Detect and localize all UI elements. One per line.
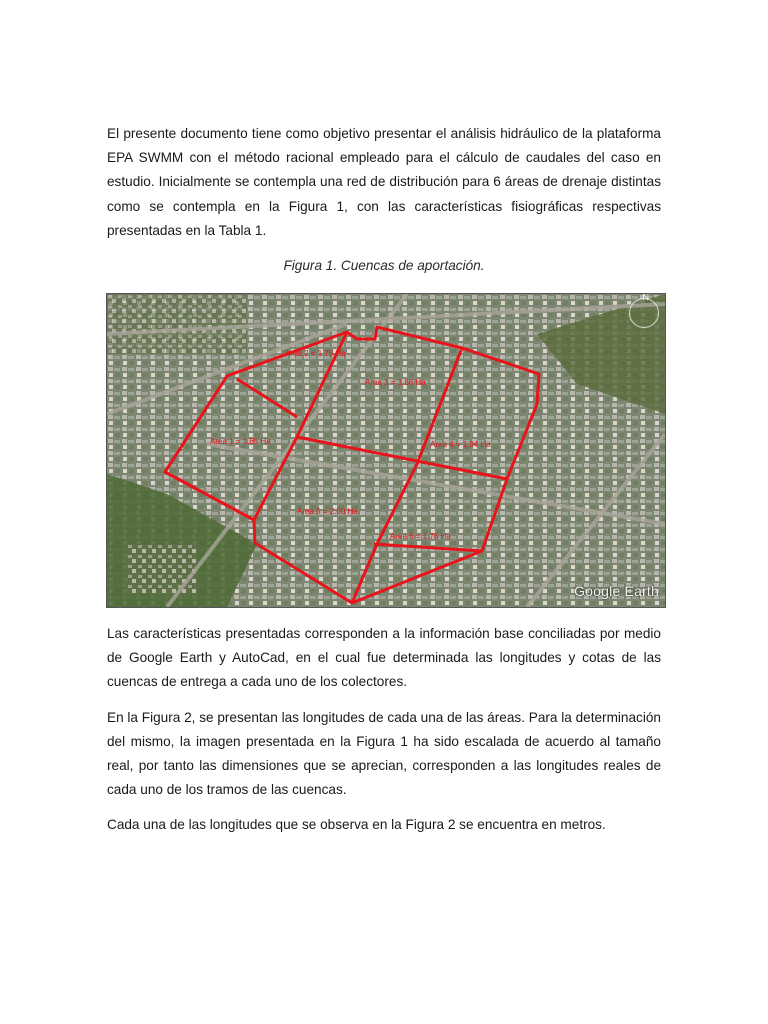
satellite-map-figure [106, 293, 666, 608]
area-label-1: Area 1 = 1.65 Ha [210, 437, 271, 447]
document-page [107, 122, 661, 838]
area-label-5: Area 5 = 2.00 Ha [297, 507, 358, 517]
area-label-4: Area 4 = 1.94 Ha [430, 440, 491, 450]
area-label-6: Area 6 = 1.76 Ha [390, 532, 451, 542]
intro-paragraph: El presente documento tiene como objetivo presentar el análisis hidráulico de la plataforma EPA SWMM con el método racional empleado para el cálculo de caudales del caso en estudio. Inicialmente se contempla una red de distribución para 6 áreas de drenaje distintas como se contempla en la Figura 1, con las características fisiográficas respectivas presentadas en la Tabla 1. [107, 126, 661, 238]
compass-north-label: N [642, 293, 649, 303]
data-source-paragraph: Las características presentadas corresponden a la información base conciliadas por medio de Google Earth y AutoCad, en el cual fue determinada las longitudes y cotas de las cuencas de entrega a cada uno de los colectores. [107, 626, 661, 690]
units-paragraph: Cada una de las longitudes que se observa en la Figura 2 se encuentra en metros. [107, 817, 606, 833]
map-watermark: Google Earth [574, 583, 659, 600]
lengths-paragraph: En la Figura 2, se presentan las longitudes de cada una de las áreas. Para la determinación del mismo, la imagen presentada en la Figura 1 ha sido escalada de acuerdo al tamaño real, por tanto las dimensiones que se aprecian, corresponden a las longitudes reales de cada uno de los tramos de las cuencas. [107, 709, 661, 798]
catchment-map [107, 294, 665, 607]
area-label-2: Area 2 = 1.78 Ha [285, 349, 346, 359]
compass-icon [629, 298, 659, 328]
area-label-3: Area 3 = 1.66 Ha [365, 378, 426, 388]
figure-caption: Figura 1. Cuencas de aportación. [283, 258, 485, 274]
